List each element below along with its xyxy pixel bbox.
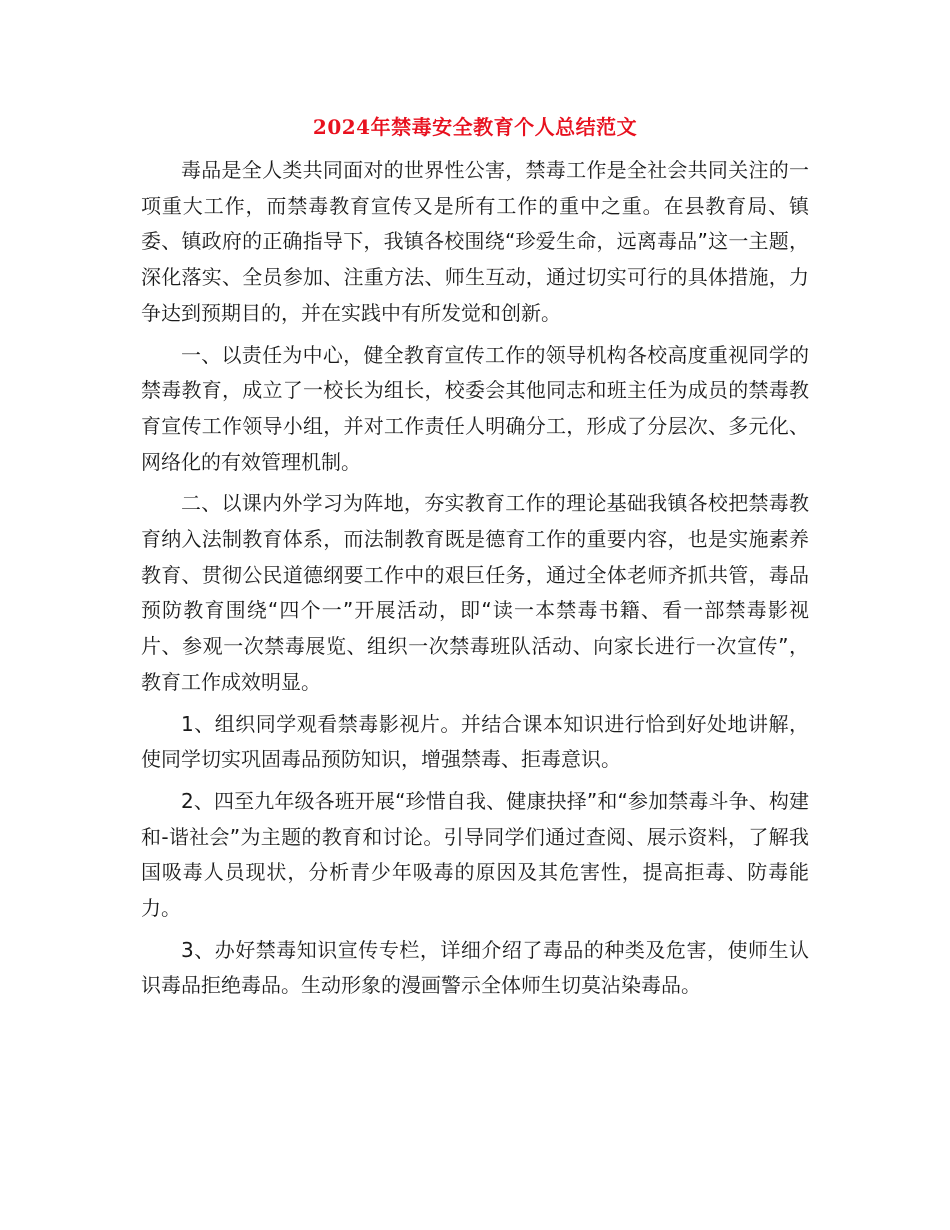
paragraph-section-2: 二、以课内外学习为阵地，夯实教育工作的理论基础我镇各校把禁毒教育纳入法制教育体系，而法制教育既是德育工作的重要内容，也是实施素养教育、贯彻公民道德纲要工作中的艰巨任务，通过全体老师齐抓共管，毒品预防教育围绕“四个一”开展活动，即“读一本禁毒书籍、看一部禁毒影视片、参观一次禁毒展览、组织一次禁毒班队活动、向家长进行一次宣传”，教育工作成效明显。 <box>141 491 809 694</box>
paragraph-item-1: 1、组织同学观看禁毒影视片。并结合课本知识进行恰到好处地讲解，使同学切实巩固毒品预防知识，增强禁毒、拒毒意识。 <box>141 711 809 772</box>
paragraph-item-2: 2、四至九年级各班开展“珍惜自我、健康抉择”和“参加禁毒斗争、构建和-谐社会”为主题的教育和讨论。引导同学们通过查阅、展示资料，了解我国吸毒人员现状，分析青少年吸毒的原因及其危害性，提高拒毒、防毒能力。 <box>141 788 809 921</box>
document-body <box>141 153 809 1010</box>
paragraph-section-1: 一、以责任为中心，健全教育宣传工作的领导机构各校高度重视同学的禁毒教育，成立了一校长为组长，校委会其他同志和班主任为成员的禁毒教育宣传工作领导小组，并对工作责任人明确分工，形成了分层次、多元化、网络化的有效管理机制。 <box>141 342 809 474</box>
paragraph-intro: 毒品是全人类共同面对的世界性公害，禁毒工作是全社会共同关注的一项重大工作，而禁毒教育宣传又是所有工作的重中之重。在县教育局、镇委、镇政府的正确指导下，我镇各校围绕“珍爱生命，远离毒品”这一主题，深化落实、全员参加、注重方法、师生互动，通过切实可行的具体措施，力争达到预期目的，并在实践中有所发觉和创新。 <box>141 158 809 325</box>
paragraph-item-3: 3、办好禁毒知识宣传专栏，详细介绍了毒品的种类及危害，使师生认识毒品拒绝毒品。生动形象的漫画警示全体师生切莫沾染毒品。 <box>141 937 809 998</box>
document-title: 2024年禁毒安全教育个人总结范文 <box>312 115 638 139</box>
